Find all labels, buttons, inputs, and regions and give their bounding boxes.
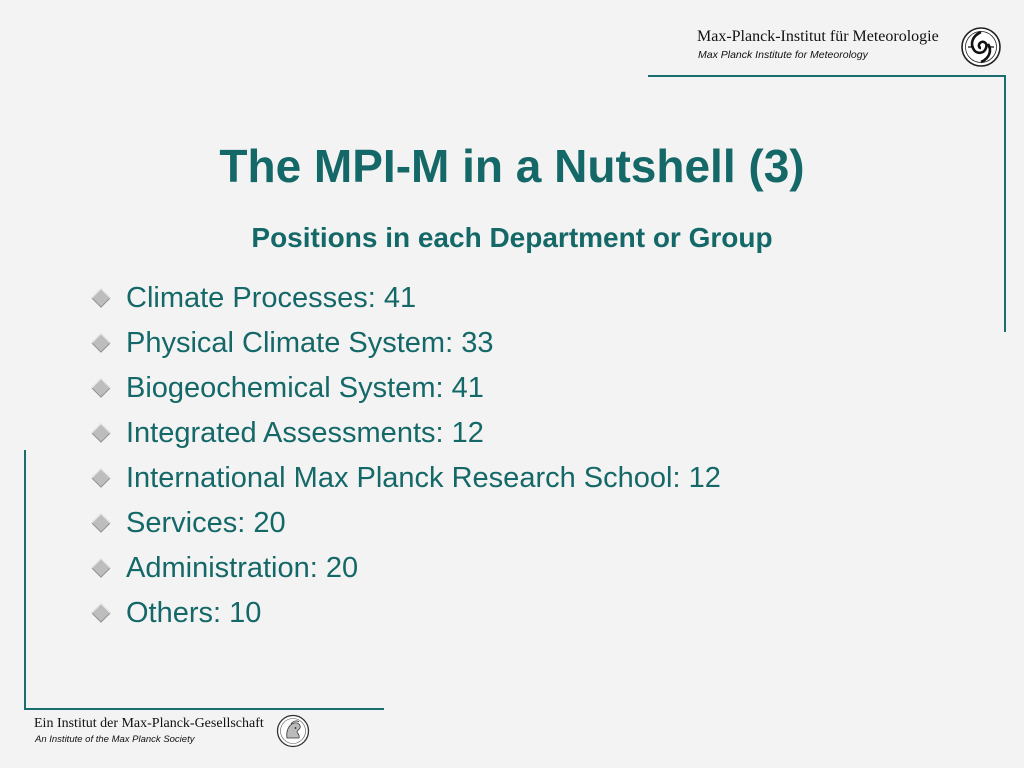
institute-logo <box>697 26 1002 68</box>
frame-line-top-vertical <box>1004 75 1006 332</box>
list-item-label: International Max Planck Research School: 12 <box>126 462 721 494</box>
list-item-label: Integrated Assessments: 12 <box>126 417 484 449</box>
mpi-meteorology-seal-icon <box>960 26 1002 68</box>
diamond-bullet-icon <box>91 288 111 308</box>
frame-line-bottom-horizontal <box>24 708 384 710</box>
frame-line-bottom-vertical <box>24 450 26 710</box>
institute-name: Max-Planck-Institut für Meteorologie <box>697 28 939 45</box>
society-name-english: An Institute of the Max Planck Society <box>35 734 195 745</box>
diamond-bullet-icon <box>91 333 111 353</box>
diamond-bullet-icon <box>91 468 111 488</box>
list-item-label: Administration: 20 <box>126 552 359 584</box>
society-name: Ein Institut der Max-Planck-Gesellschaft <box>34 716 264 731</box>
list-item-label: Climate Processes: 41 <box>126 282 417 314</box>
society-logo <box>34 713 314 751</box>
list-item-label: Services: 20 <box>126 507 286 539</box>
list-item-label: Physical Climate System: 33 <box>126 327 494 359</box>
diamond-bullet-icon <box>91 513 111 533</box>
diamond-bullet-icon <box>91 603 111 623</box>
list-item <box>88 278 721 323</box>
list-item <box>88 593 721 638</box>
positions-list <box>88 278 721 638</box>
diamond-bullet-icon <box>91 558 111 578</box>
slide-subtitle: Positions in each Department or Group <box>251 222 773 253</box>
list-item <box>88 368 721 413</box>
diamond-bullet-icon <box>91 423 111 443</box>
list-item-label: Biogeochemical System: 41 <box>126 372 484 404</box>
list-item <box>88 323 721 368</box>
minerva-seal-icon <box>276 714 310 748</box>
list-item <box>88 413 721 458</box>
list-item-label: Others: 10 <box>126 597 262 629</box>
institute-name-english: Max Planck Institute for Meteorology <box>698 49 868 61</box>
frame-line-top-horizontal <box>648 75 1006 77</box>
list-item <box>88 503 721 548</box>
list-item <box>88 458 721 503</box>
slide-title: The MPI-M in a Nutshell (3) <box>219 140 805 192</box>
list-item <box>88 548 721 593</box>
diamond-bullet-icon <box>91 378 111 398</box>
